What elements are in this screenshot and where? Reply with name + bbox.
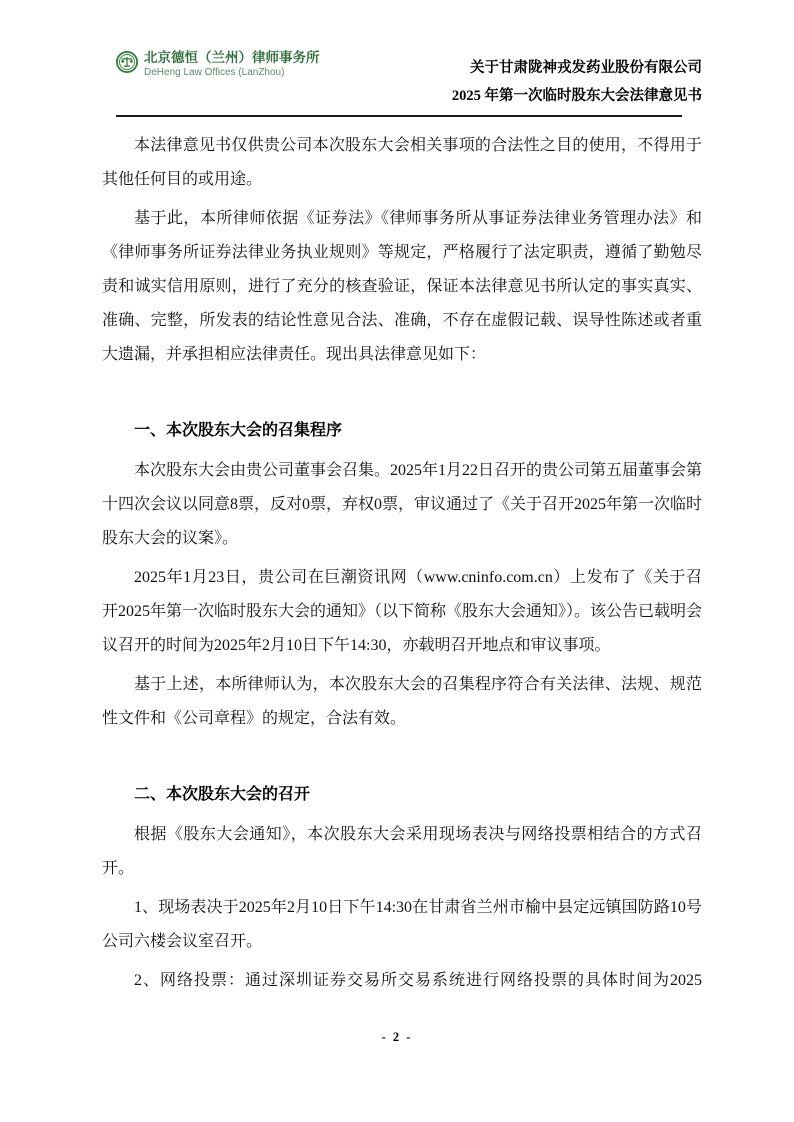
section-1-paragraph: 基于上述，本所律师认为，本次股东大会的召集程序符合有关法律、法规、规范性文件和《公司章程》的规定，合法有效。 <box>102 676 702 727</box>
deheng-emblem-icon <box>116 51 138 73</box>
section-1-paragraph: 2025年1月23日，贵公司在巨潮资讯网（www.cninfo.com.cn）上发布了《关于召开2025年第一次临时股东大会的通知》（以下简称《股东大会通知》）。该公告已载明会议召开的时间为2025年2月10日下午14:30，亦载明召开地点和审议事项。 <box>102 569 703 654</box>
document-title-line2: 2025 年第一次临时股东大会法律意见书 <box>451 88 702 104</box>
section-2-paragraph: 2、网络投票：通过深圳证券交易所交易系统进行网络投票的具体时间为2025 <box>134 972 702 989</box>
page-content <box>102 0 702 1003</box>
page-number: - 2 - <box>381 1030 413 1044</box>
document-body <box>102 117 702 998</box>
firm-name-en: DeHeng Law Offices (LanZhou) <box>144 67 285 78</box>
section-1-heading: 一、本次股东大会的召集程序 <box>134 422 343 439</box>
document-title-block <box>452 50 702 110</box>
section-2-heading: 二、本次股东大会的召开 <box>134 786 311 803</box>
page-header <box>102 0 702 110</box>
section-2-paragraph: 1、现场表决于2025年2月10日下午14:30在甘肃省兰州市榆中县定远镇国防路10号公司六楼会议室召开。 <box>102 899 702 950</box>
intro-paragraph: 基于此，本所律师依据《证券法》《律师事务所从事证券法律业务管理办法》和《律师事务所证券法律业务执业规则》等规定，严格履行了法定职责，遵循了勤勉尽责和诚实信用原则，进行了充分的核查验证，保证本法律意见书所认定的事实真实、准确、完整，所发表的结论性意见合法、准确，不存在虚假记载、误导性陈述或者重大遗漏，并承担相应法律责任。现出具法律意见如下： <box>102 210 702 363</box>
firm-logo <box>102 50 320 79</box>
firm-name-block <box>144 50 320 79</box>
firm-name-cn: 北京德恒（兰州）律师事务所 <box>144 50 320 65</box>
section-1-paragraph: 本次股东大会由贵公司董事会召集。2025年1月22日召开的贵公司第五届董事会第十四次会议以同意8票，反对0票，弃权0票，审议通过了《关于召开2025年第一次临时股东大会的议案》。 <box>102 462 703 547</box>
section-2-paragraph: 根据《股东大会通知》，本次股东大会采用现场表决与网络投票相结合的方式召开。 <box>102 826 702 877</box>
intro-paragraph: 本法律意见书仅供贵公司本次股东大会相关事项的合法性之目的使用，不得用于其他任何目的或用途。 <box>102 137 702 188</box>
document-title-line1: 关于甘肃陇神戎发药业股份有限公司 <box>470 60 702 76</box>
